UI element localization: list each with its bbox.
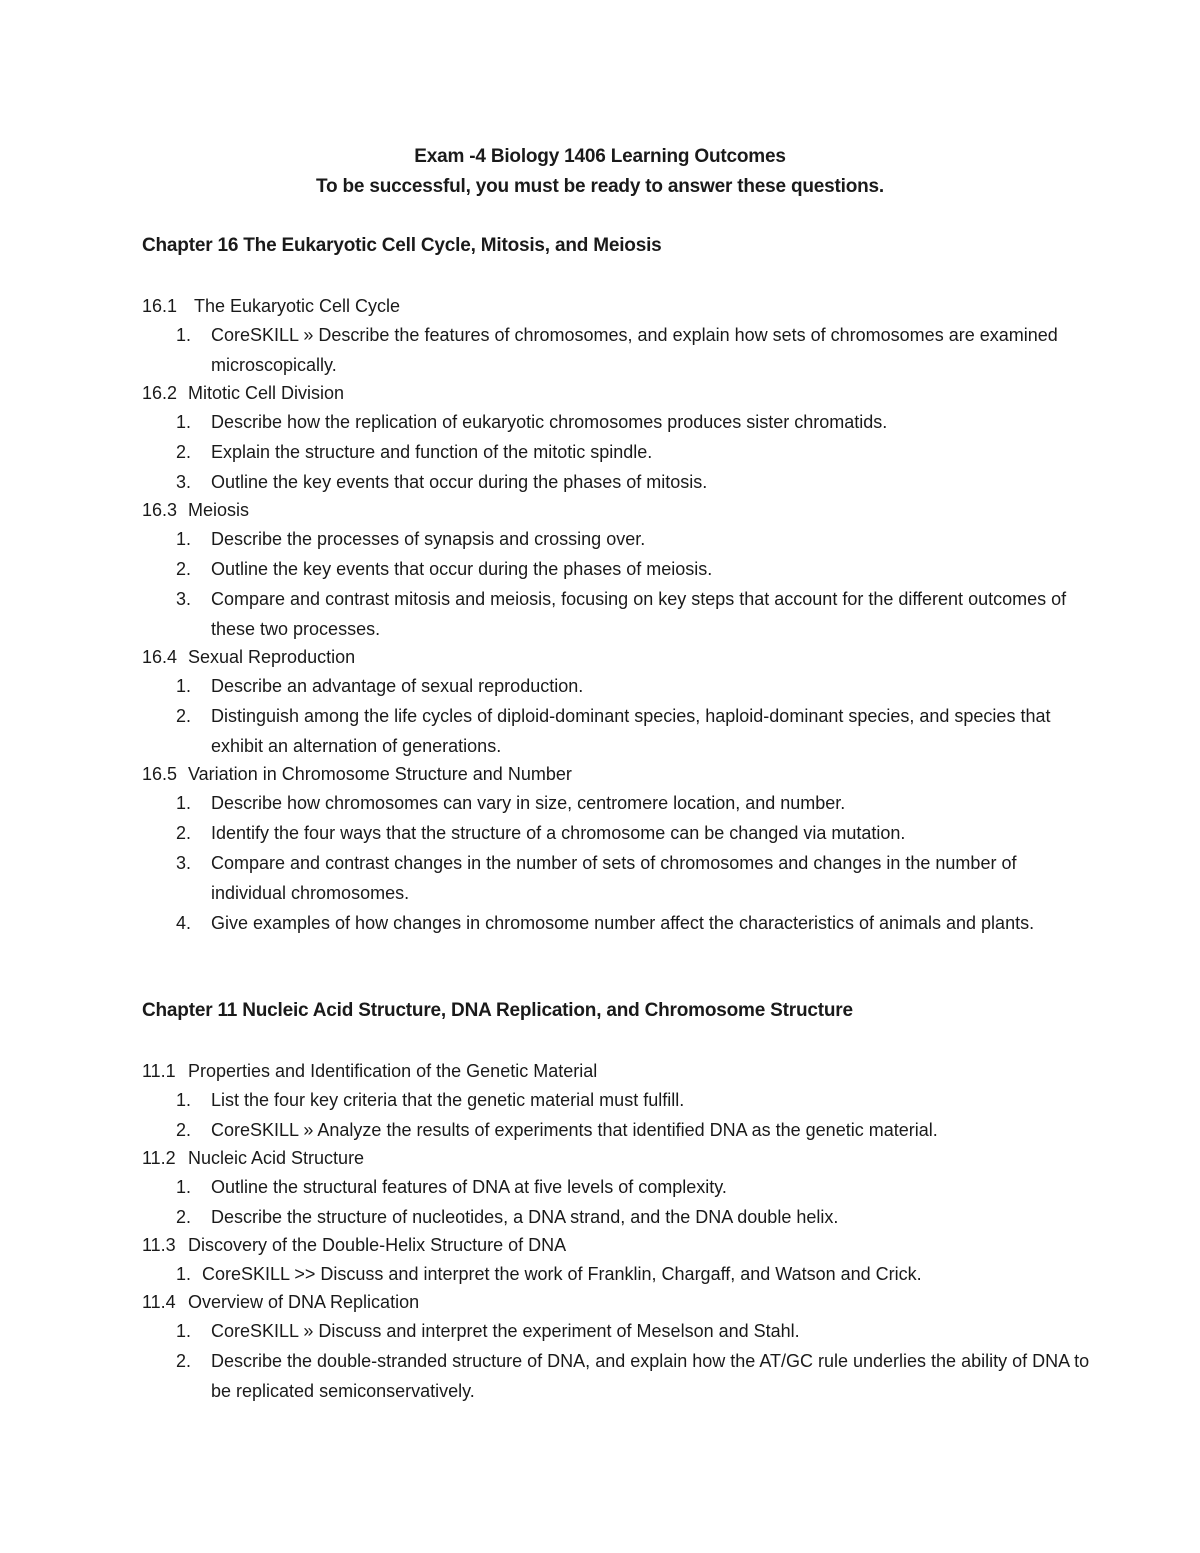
section-title: Discovery of the Double-Helix Structure of DNA: [188, 1235, 567, 1255]
item-index: 1.: [176, 325, 192, 345]
list-item: [142, 554, 1092, 584]
item-text: Compare and contrast changes in the number of sets of chromosomes and changes in the number of individual chromosomes.: [211, 853, 1017, 903]
list-item: [142, 788, 1092, 818]
section-heading: [142, 1058, 1092, 1085]
item-text: Describe the processes of synapsis and crossing over.: [211, 529, 646, 549]
item-text: Outline the key events that occur during the phases of mitosis.: [211, 472, 708, 492]
section-title: Meiosis: [188, 500, 250, 520]
item-text: CoreSKILL » Describe the features of chromosomes, and explain how sets of chromosomes are examined microscopically.: [211, 325, 1058, 375]
item-index: 2.: [176, 706, 192, 726]
section-16-3: [142, 497, 1092, 644]
item-text: Describe how chromosomes can vary in size, centromere location, and number.: [211, 793, 846, 813]
item-text: List the four key criteria that the genetic material must fulfill.: [211, 1090, 685, 1110]
section-number: 16.3: [142, 500, 178, 520]
section-number: 11.4: [142, 1292, 176, 1312]
chapter-11: [142, 998, 1092, 1406]
list-item: [142, 848, 1092, 908]
item-text: Describe the double-stranded structure of DNA, and explain how the AT/GC rule underlies the ability of DNA to be replicated semiconservatively.: [211, 1351, 1090, 1401]
item-index: 1.: [176, 1090, 192, 1110]
item-text: Outline the structural features of DNA at five levels of complexity.: [211, 1177, 727, 1197]
item-text: Describe the structure of nucleotides, a DNA strand, and the DNA double helix.: [211, 1207, 839, 1227]
section-heading: [142, 1289, 1092, 1316]
section-number: 16.4: [142, 647, 178, 667]
section-number: 11.1: [142, 1061, 176, 1081]
section-heading: [142, 497, 1092, 524]
section-11-1: [142, 1058, 1092, 1145]
list-item: [142, 1115, 1092, 1145]
section-heading: [142, 644, 1092, 671]
section-11-2: [142, 1145, 1092, 1232]
section-16-1: [142, 293, 1092, 380]
section-number: 16.2: [142, 383, 178, 403]
item-text: Describe an advantage of sexual reproduction.: [211, 676, 584, 696]
list-item: [142, 1202, 1092, 1232]
list-item: [142, 1259, 1092, 1289]
list-item: [142, 1085, 1092, 1115]
document-subtitle: To be successful, you must be ready to answer these questions.: [316, 176, 884, 197]
section-number: 16.1: [142, 296, 178, 316]
section-heading: [142, 761, 1092, 788]
section-11-3: [142, 1232, 1092, 1289]
list-item: [142, 524, 1092, 554]
section-title: Properties and Identification of the Genetic Material: [188, 1061, 598, 1081]
item-index: 2.: [176, 1207, 192, 1227]
item-index: 2.: [176, 559, 192, 579]
section-heading: [142, 293, 1092, 320]
section-heading: [142, 1232, 1092, 1259]
section-16-2: [142, 380, 1092, 497]
item-text: Describe how the replication of eukaryotic chromosomes produces sister chromatids.: [211, 412, 888, 432]
list-item: [142, 407, 1092, 437]
section-number: 11.2: [142, 1148, 176, 1168]
item-index: 1.: [176, 412, 192, 432]
section-title: Overview of DNA Replication: [188, 1292, 420, 1312]
item-text: Distinguish among the life cycles of diploid-dominant species, haploid-dominant species, and species that exhibit an alternation of generations.: [211, 706, 1051, 756]
item-index: 4.: [176, 913, 192, 933]
item-index: 1.: [176, 529, 192, 549]
item-index: 3.: [176, 589, 192, 609]
item-text: CoreSKILL » Discuss and interpret the experiment of Meselson and Stahl.: [211, 1321, 800, 1341]
item-index: 3.: [176, 853, 192, 873]
item-text: Give examples of how changes in chromosome number affect the characteristics of animals and plants.: [211, 913, 1035, 933]
item-index: 2.: [176, 442, 192, 462]
item-index: 2.: [176, 823, 192, 843]
section-title: Nucleic Acid Structure: [188, 1148, 365, 1168]
document-title: Exam -4 Biology 1406 Learning Outcomes: [414, 146, 786, 167]
list-item: [142, 908, 1092, 938]
item-text: Outline the key events that occur during the phases of meiosis.: [211, 559, 713, 579]
item-text: CoreSKILL >> Discuss and interpret the work of Franklin, Chargaff, and Watson and Crick.: [202, 1264, 922, 1284]
item-index: 3.: [176, 472, 192, 492]
list-item: [142, 437, 1092, 467]
item-index: 1.: [176, 793, 192, 813]
item-index: 2.: [176, 1120, 192, 1140]
item-index: 1.: [176, 1177, 192, 1197]
chapter-16: [142, 233, 1092, 938]
list-item: [142, 1346, 1092, 1406]
section-heading: [142, 1145, 1092, 1172]
section-number: 16.5: [142, 764, 178, 784]
list-item: [142, 1172, 1092, 1202]
item-index: 2.: [176, 1351, 192, 1371]
item-index: 1.: [176, 1264, 192, 1284]
chapter-title: Chapter 11 Nucleic Acid Structure, DNA Replication, and Chromosome Structure: [142, 1000, 853, 1021]
chapter-title: Chapter 16 The Eukaryotic Cell Cycle, Mitosis, and Meiosis: [142, 235, 662, 256]
item-index: 1.: [176, 676, 192, 696]
section-heading: [142, 380, 1092, 407]
list-item: [142, 320, 1092, 380]
item-index: 1.: [176, 1321, 192, 1341]
section-16-4: [142, 644, 1092, 761]
list-item: [142, 584, 1092, 644]
list-item: [142, 671, 1092, 701]
list-item: [142, 818, 1092, 848]
section-number: 11.3: [142, 1235, 176, 1255]
section-title: The Eukaryotic Cell Cycle: [194, 296, 401, 316]
list-item: [142, 1316, 1092, 1346]
section-title: Variation in Chromosome Structure and Number: [188, 764, 572, 784]
section-title: Mitotic Cell Division: [188, 383, 345, 403]
list-item: [142, 701, 1092, 761]
section-11-4: [142, 1289, 1092, 1406]
list-item: [142, 467, 1092, 497]
item-text: Compare and contrast mitosis and meiosis, focusing on key steps that account for the different outcomes of these two processes.: [211, 589, 1067, 639]
item-text: Identify the four ways that the structure of a chromosome can be changed via mutation.: [211, 823, 906, 843]
section-16-5: [142, 761, 1092, 938]
item-text: Explain the structure and function of the mitotic spindle.: [211, 442, 653, 462]
item-text: CoreSKILL » Analyze the results of experiments that identified DNA as the genetic material.: [211, 1120, 938, 1140]
section-title: Sexual Reproduction: [188, 647, 356, 667]
document-header: [0, 142, 1200, 202]
